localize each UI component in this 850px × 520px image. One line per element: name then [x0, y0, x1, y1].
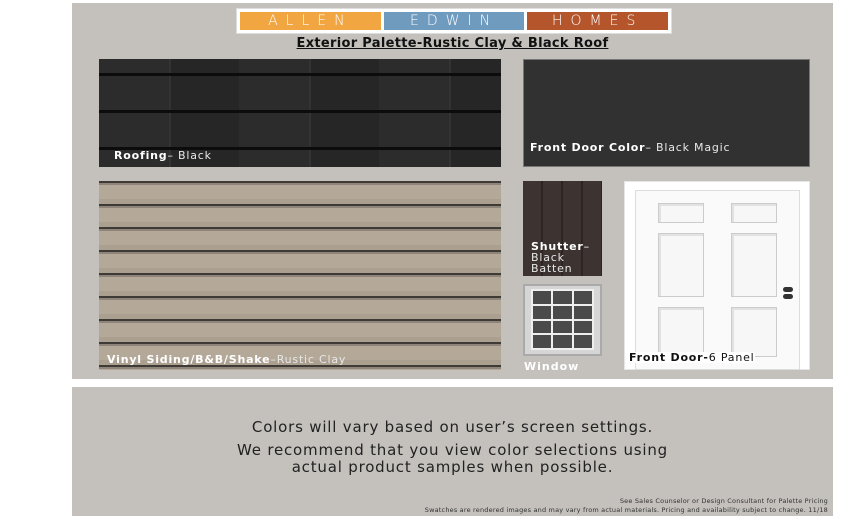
front-door-color-swatch	[523, 59, 810, 167]
shutter-swatch	[523, 181, 602, 276]
window-label: Window	[524, 360, 580, 373]
door-lock-icon	[783, 294, 793, 299]
logo-homes: HOMES	[527, 12, 668, 30]
disclaimer-line-3: actual product samples when possible.	[291, 458, 614, 476]
front-door-color-label: Front Door Color– Black Magic	[530, 141, 731, 154]
page-title: Exterior Palette-Rustic Clay & Black Roof	[296, 36, 609, 51]
siding-label: Vinyl Siding/B&B/Shake–Rustic Clay	[107, 353, 347, 366]
window-grid-icon	[531, 289, 594, 350]
front-door-label: Front Door-6 Panel	[629, 351, 755, 364]
logo-edwin: EDWIN	[384, 12, 525, 30]
six-panel-door-icon	[635, 190, 800, 370]
siding-swatch	[99, 181, 501, 370]
shutter-label: Shutter– Black Batten	[531, 240, 590, 275]
roofing-label: Roofing– Black	[114, 149, 212, 162]
allen-edwin-logo	[236, 8, 672, 34]
logo-allen: ALLEN	[240, 12, 381, 30]
door-knob-icon	[783, 287, 793, 292]
front-door-swatch	[624, 181, 810, 370]
swatches-note: Swatches are rendered images and may vary from actual materials. Pricing and availability subject to change. 11/18	[424, 506, 828, 514]
disclaimer-line-1: Colors will vary based on user’s screen settings.	[251, 418, 654, 436]
disclaimer-line-2: We recommend that you view color selections using	[237, 441, 668, 459]
pricing-note: See Sales Counselor or Design Consultant for Palette Pricing	[619, 497, 828, 505]
roofing-swatch	[99, 59, 501, 167]
window-swatch	[523, 284, 602, 356]
